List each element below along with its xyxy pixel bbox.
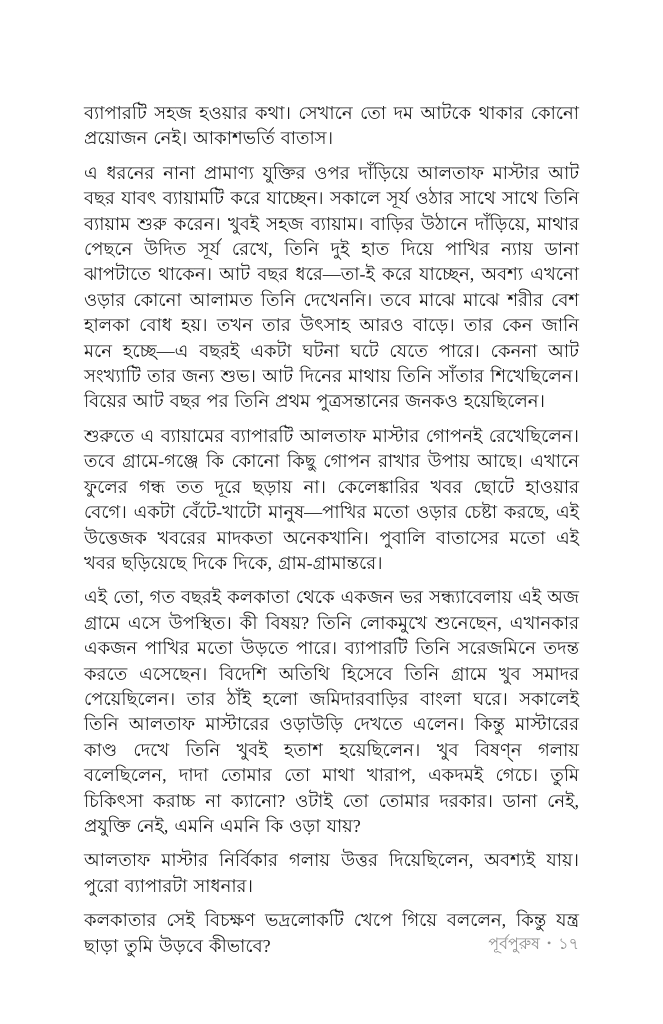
paragraph-4: এই তো, গত বছরই কলকাতা থেকে একজন ভর সন্ধ্যাবেলায় এই অজ গ্রামে এসে উপস্থিত। কী বিষয়? তিনি লোকমুখে শুনেছেন, এখানকার একজন পাখির মতো উড়তে পারে। ব্যাপারটি তিনি সরেজমিনে তদন্ত করতে এসেছেন। বিদেশি অতিথি হিসেবে তিনি গ্রামে খুব সমাদর পেয়েছিলেন। তার ঠাঁই হলো জমিদারবাড়ির বাংলা ঘরে। সকালেই তিনি আলতাফ মাস্টারের ওড়াউড়ি দেখতে এলেন। কিন্তু মাস্টারের কাণ্ড দেখে তিনি খুবই হতাশ হয়েছিলেন। খুব বিষণ্ন গলায় বলেছিলেন, দাদা তোমার তো মাথা খারাপ, একদমই গেচে। তুমি চিকিৎসা করাচ্চ না ক্যানো? ওটাই তো তোমার দরকার। ডানা নেই, প্রযুক্তি নেই, এমনি এমনি কি ওড়া যায়? [84,587,579,836]
book-title: পূর্বপুরুষ [488,936,540,953]
paragraph-6: কলকাতার সেই বিচক্ষণ ভদ্রলোকটি খেপে গিয়ে বললেন, কিন্তু যন্ত্র ছাড়া তুমি উড়বে কীভাবে? [84,910,579,956]
paragraph-5: আলতাফ মাস্টার নির্বিকার গলায় উত্তর দিয়েছিলেন, অবশ্যই যায়। পুরো ব্যাপারটা সাধনার। [84,850,579,896]
bullet-separator-icon: • [547,936,552,950]
text-block [84,101,579,968]
paragraph-3: শুরুতে এ ব্যায়ামের ব্যাপারটি আলতাফ মাস্টার গোপনই রেখেছিলেন। তবে গ্রামে-গঞ্জে কি কোনো কিছু গোপন রাখার উপায় আছে। এখানে ফুলের গন্ধ তত দূরে ছড়ায় না। কেলেঙ্কারির খবর ছোটে হাওয়ার বেগে। একটা বেঁটে-খাটো মানুষ—পাখির মতো ওড়ার চেষ্টা করছে, এই উত্তেজক খবরের মাদকতা অনেকখানি। পুবালি বাতাসের মতো এই খবর ছড়িয়েছে দিকে দিকে, গ্রাম-গ্রামান্তরে। [84,425,579,573]
paragraph-2: এ ধরনের নানা প্রামাণ্য যুক্তির ওপর দাঁড়িয়ে আলতাফ মাস্টার আট বছর যাবৎ ব্যায়ামটি করে যাচ্ছেন। সকালে সূর্য ওঠার সাথে সাথে তিনি ব্যায়াম শুরু করেন। খুবই সহজ ব্যায়াম। বাড়ির উঠানে দাঁড়িয়ে, মাথার পেছনে উদিত সূর্য রেখে, তিনি দুই হাত দিয়ে পাখির ন্যায় ডানা ঝাপটাতে থাকেন। আট বছর ধরে—তা-ই করে যাচ্ছেন, অবশ্য এখনো ওড়ার কোনো আলামত তিনি দেখেননি। তবে মাঝে মাঝে শরীর বেশ হালকা বোধ হয়। তখন তার উৎসাহ আরও বাড়ে। তার কেন জানি মনে হচ্ছে—এ বছরই একটা ঘটনা ঘটে যেতে পারে। কেননা আট সংখ্যাটি তার জন্য শুভ। আট দিনের মাথায় তিনি সাঁতার শিখেছিলেন। বিয়ের আট বছর পর তিনি প্রথম পুত্রসন্তানের জনকও হয়েছিলেন। [84,162,579,412]
paragraph-1: ব্যাপারটি সহজ হওয়ার কথা। সেখানে তো দম আটকে থাকার কোনো প্রয়োজন নেই। আকাশভর্তি বাতাস। [84,103,579,149]
page-footer [84,934,579,956]
page-number: ১৭ [558,936,579,953]
